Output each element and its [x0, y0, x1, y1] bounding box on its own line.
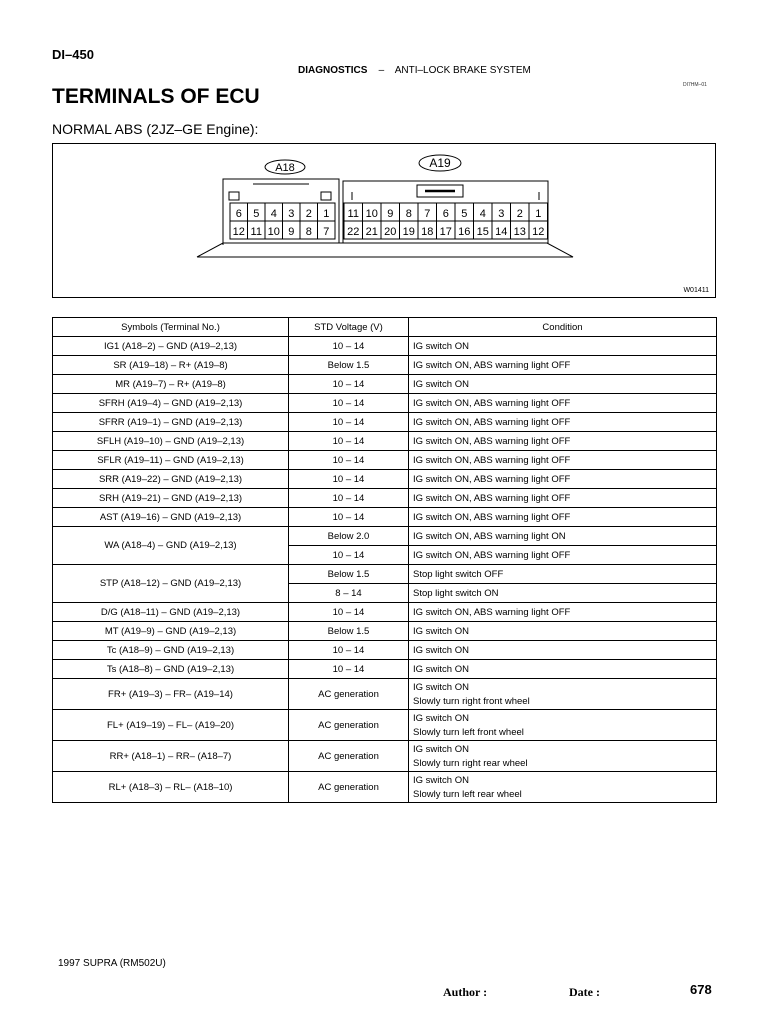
table-row — [53, 741, 717, 772]
std-voltage: 10 – 14 — [289, 641, 409, 660]
condition: IG switch ON — [409, 641, 717, 660]
table-row — [53, 603, 717, 622]
a18-pin-number: 1 — [323, 208, 330, 220]
table-row — [53, 451, 717, 470]
condition — [409, 772, 717, 803]
condition-line-2: Slowly turn right rear wheel — [413, 757, 528, 769]
std-voltage: AC generation — [289, 741, 409, 772]
table-row — [53, 356, 717, 375]
a18-pin-number: 5 — [253, 208, 260, 220]
std-voltage: 10 – 14 — [289, 546, 409, 565]
std-voltage: 10 – 14 — [289, 337, 409, 356]
condition: IG switch ON, ABS warning light OFF — [409, 413, 717, 432]
terminal-symbol: SFLR (A19–11) – GND (A19–2,13) — [53, 451, 289, 470]
condition: IG switch ON — [409, 660, 717, 679]
condition — [409, 710, 717, 741]
table-row — [53, 641, 717, 660]
terminal-symbol: Tc (A18–9) – GND (A19–2,13) — [53, 641, 289, 660]
condition: IG switch ON, ABS warning light ON — [409, 527, 717, 546]
terminal-symbol: AST (A19–16) – GND (A19–2,13) — [53, 508, 289, 527]
condition: IG switch ON, ABS warning light OFF — [409, 546, 717, 565]
page-number: 678 — [690, 982, 712, 997]
std-voltage: Below 1.5 — [289, 356, 409, 375]
page-id: DI–450 — [52, 47, 94, 62]
figure-id: W01411 — [683, 287, 709, 294]
condition: IG switch ON, ABS warning light OFF — [409, 508, 717, 527]
terminal-symbol: SFRR (A19–1) – GND (A19–2,13) — [53, 413, 289, 432]
std-voltage: 10 – 14 — [289, 451, 409, 470]
std-voltage: 10 – 14 — [289, 432, 409, 451]
condition-line-1: IG switch ON — [413, 681, 469, 693]
condition: IG switch ON — [409, 375, 717, 394]
a19-pin-number: 4 — [479, 208, 486, 220]
section-name: DIAGNOSTICS — [298, 65, 368, 76]
terminal-symbol: RL+ (A18–3) – RL– (A18–10) — [53, 772, 289, 803]
a18-pin-number: 2 — [305, 208, 312, 220]
table-row — [53, 432, 717, 451]
a19-pin-number: 20 — [384, 226, 397, 238]
condition: Stop light switch OFF — [409, 565, 717, 584]
a19-pin-number: 2 — [516, 208, 523, 220]
std-voltage: 10 – 14 — [289, 603, 409, 622]
terminal-symbol: FR+ (A19–3) – FR– (A19–14) — [53, 679, 289, 710]
a19-pin-number: 3 — [498, 208, 505, 220]
std-voltage: Below 1.5 — [289, 565, 409, 584]
terminal-symbol: RR+ (A18–1) – RR– (A18–7) — [53, 741, 289, 772]
terminal-symbol: SR (A19–18) – R+ (A19–8) — [53, 356, 289, 375]
a19-pin-number: 10 — [365, 208, 378, 220]
table-row — [53, 622, 717, 641]
a19-pin-number: 7 — [424, 208, 431, 220]
a19-pin-number: 19 — [402, 226, 415, 238]
condition: IG switch ON — [409, 337, 717, 356]
condition-line-1: IG switch ON — [413, 712, 469, 724]
std-voltage: AC generation — [289, 710, 409, 741]
a19-pin-number: 9 — [387, 208, 394, 220]
system-name: ANTI–LOCK BRAKE SYSTEM — [394, 65, 531, 76]
table-row — [53, 508, 717, 527]
terminal-symbol: FL+ (A19–19) – FL– (A19–20) — [53, 710, 289, 741]
std-voltage: 10 – 14 — [289, 394, 409, 413]
terminal-symbol: MT (A19–9) – GND (A19–2,13) — [53, 622, 289, 641]
a19-connector-label: A19 — [429, 156, 451, 170]
a19-pin-number: 11 — [347, 208, 359, 220]
terminal-symbol: SFRH (A19–4) – GND (A19–2,13) — [53, 394, 289, 413]
condition: IG switch ON — [409, 622, 717, 641]
a19-pin-number: 14 — [495, 226, 508, 238]
terminal-table — [52, 317, 717, 803]
a19-pin-number: 12 — [532, 226, 545, 238]
condition-line-2: Slowly turn left front wheel — [413, 726, 524, 738]
terminal-symbol: Ts (A18–8) – GND (A19–2,13) — [53, 660, 289, 679]
condition: IG switch ON, ABS warning light OFF — [409, 489, 717, 508]
a19-pin-number: 1 — [535, 208, 542, 220]
a18-connector-label: A18 — [275, 162, 295, 174]
table-row — [53, 710, 717, 741]
connector-drawing — [53, 144, 715, 297]
a18-pin-number: 8 — [305, 226, 312, 238]
author-label: Author : — [443, 985, 488, 999]
table-row — [53, 413, 717, 432]
terminal-symbol: SRR (A19–22) – GND (A19–2,13) — [53, 470, 289, 489]
condition-line-2: Slowly turn left rear wheel — [413, 788, 522, 800]
a18-pin-number: 3 — [288, 208, 295, 220]
std-voltage: AC generation — [289, 772, 409, 803]
terminal-symbol: IG1 (A18–2) – GND (A19–2,13) — [53, 337, 289, 356]
a19-pin-number: 6 — [442, 208, 449, 220]
condition: IG switch ON, ABS warning light OFF — [409, 394, 717, 413]
a19-pin-number: 21 — [365, 226, 378, 238]
condition: Stop light switch ON — [409, 584, 717, 603]
a18-pin-number: 10 — [267, 226, 280, 238]
table-row — [53, 394, 717, 413]
std-voltage: Below 1.5 — [289, 622, 409, 641]
terminal-symbol: D/G (A18–11) – GND (A19–2,13) — [53, 603, 289, 622]
table-header-row — [53, 318, 717, 337]
column-header-symbols: Symbols (Terminal No.) — [53, 318, 289, 337]
std-voltage: Below 2.0 — [289, 527, 409, 546]
terminal-symbol: SRH (A19–21) – GND (A19–2,13) — [53, 489, 289, 508]
table-row — [53, 489, 717, 508]
condition: IG switch ON, ABS warning light OFF — [409, 451, 717, 470]
column-header-voltage: STD Voltage (V) — [289, 318, 409, 337]
a18-pin-number: 9 — [288, 226, 295, 238]
condition: IG switch ON, ABS warning light OFF — [409, 356, 717, 375]
vehicle-model: 1997 SUPRA (RM502U) — [58, 958, 166, 969]
column-header-condition: Condition — [409, 318, 717, 337]
table-row — [53, 660, 717, 679]
condition: IG switch ON, ABS warning light OFF — [409, 470, 717, 489]
table-row — [53, 772, 717, 803]
a18-pin-number: 6 — [235, 208, 242, 220]
std-voltage: 10 – 14 — [289, 508, 409, 527]
table-row — [53, 679, 717, 710]
date-label: Date : — [569, 985, 600, 999]
terminal-symbol: WA (A18–4) – GND (A19–2,13) — [53, 527, 289, 565]
condition-line-1: IG switch ON — [413, 774, 469, 786]
terminal-symbol: MR (A19–7) – R+ (A19–8) — [53, 375, 289, 394]
table-row — [53, 375, 717, 394]
running-header — [298, 65, 531, 76]
condition-line-1: IG switch ON — [413, 743, 469, 755]
condition: IG switch ON, ABS warning light OFF — [409, 432, 717, 451]
a18-pin-number: 7 — [323, 226, 330, 238]
std-voltage: 10 – 14 — [289, 413, 409, 432]
std-voltage: 10 – 14 — [289, 489, 409, 508]
terminal-symbol: STP (A18–12) – GND (A19–2,13) — [53, 565, 289, 603]
page-title: TERMINALS OF ECU — [52, 85, 260, 108]
condition: IG switch ON, ABS warning light OFF — [409, 603, 717, 622]
a19-pin-number: 18 — [421, 226, 434, 238]
a18-pin-number: 11 — [250, 226, 262, 238]
a18-pin-number: 12 — [232, 226, 245, 238]
condition — [409, 741, 717, 772]
a19-pin-number: 22 — [347, 226, 360, 238]
table-row — [53, 527, 717, 546]
condition — [409, 679, 717, 710]
condition-line-2: Slowly turn right front wheel — [413, 695, 530, 707]
std-voltage: 10 – 14 — [289, 470, 409, 489]
a19-pin-number: 5 — [461, 208, 468, 220]
table-row — [53, 337, 717, 356]
a19-pin-number: 13 — [513, 226, 526, 238]
page-subtitle: NORMAL ABS (2JZ–GE Engine): — [52, 121, 259, 137]
connector-diagram — [52, 143, 716, 298]
a18-pin-number: 4 — [270, 208, 277, 220]
a19-pin-number: 15 — [476, 226, 489, 238]
std-voltage: 10 – 14 — [289, 375, 409, 394]
table-row — [53, 470, 717, 489]
header-dash: – — [378, 65, 385, 76]
terminal-symbol: SFLH (A19–10) – GND (A19–2,13) — [53, 432, 289, 451]
a19-pin-number: 17 — [439, 226, 452, 238]
document-code: DI7HM–01 — [683, 82, 707, 88]
std-voltage: AC generation — [289, 679, 409, 710]
std-voltage: 8 – 14 — [289, 584, 409, 603]
a19-pin-number: 8 — [405, 208, 412, 220]
a19-pin-number: 16 — [458, 226, 471, 238]
std-voltage: 10 – 14 — [289, 660, 409, 679]
table-row — [53, 565, 717, 584]
